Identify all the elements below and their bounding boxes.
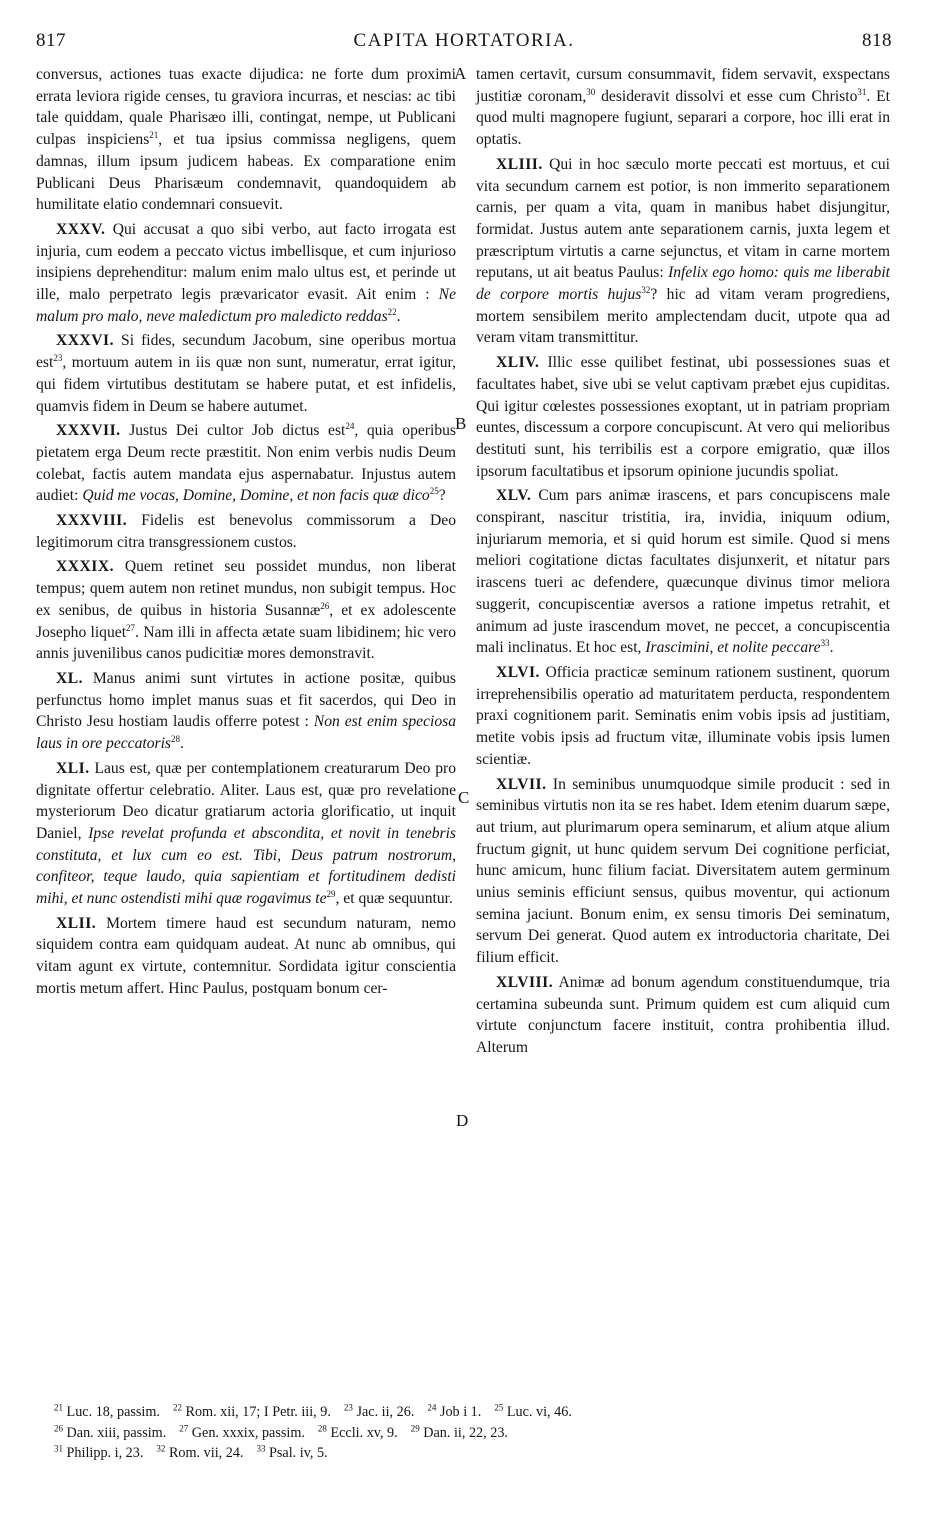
footnote <box>179 1422 305 1441</box>
footnote-marker: 29 <box>326 888 336 899</box>
footnote-number: 27 <box>179 1422 189 1433</box>
quotation-text: Ne malum pro malo, neve maledictum pro maledicto reddas <box>36 286 456 325</box>
section-paragraph <box>476 662 890 771</box>
paragraph-text: Animæ ad bonum agendum constituendumque, tria certamina subeunda sunt. Primum quidem est cum aliquid cum virtute conjunctum facere instituit, contra prohibentia illud. Alterum <box>476 973 890 1056</box>
paragraph-text: . Et quod multi magnopere fugiunt, separari a corpore, hoc illi erat in optatis. <box>476 87 890 149</box>
footnote-reference: Job i 1. <box>439 1404 482 1420</box>
paragraph-text: . <box>829 639 834 657</box>
footnote <box>256 1445 327 1461</box>
footnote-marker: 23 <box>53 352 63 363</box>
paragraph-text: tamen certavit, cursum consummavit, fidem servavit, exspectans justitiæ coronam, <box>476 66 890 105</box>
footnote <box>344 1404 414 1420</box>
footnote-number: 23 <box>343 1402 353 1413</box>
running-header <box>36 30 892 58</box>
section-number: XLII. <box>56 914 97 932</box>
footnote-reference: Jac. ii, 26. <box>356 1404 415 1420</box>
footnote-number: 21 <box>54 1402 63 1413</box>
section-paragraph <box>476 154 890 349</box>
footnote-reference: Psal. iv, 5. <box>269 1445 328 1461</box>
footnote-number: 25 <box>494 1402 504 1413</box>
footnote-marker: 22 <box>387 306 397 317</box>
paragraph-text: ? <box>438 487 446 505</box>
footnote-marker: 30 <box>586 86 596 97</box>
section-number: XXXVII. <box>56 422 121 440</box>
footnote-reference: Dan. xiii, passim. <box>66 1424 167 1441</box>
section-number: XL. <box>56 669 84 687</box>
section-number: XXXV. <box>56 220 106 238</box>
footnote-reference: Luc. 18, passim. <box>66 1404 160 1420</box>
footnote-number: 29 <box>410 1422 420 1433</box>
section-number: XLIV. <box>496 354 540 372</box>
paragraph-text: Justus Dei cultor Job dictus est <box>129 422 346 440</box>
paragraph-text: Manus animi sunt virtutes in actione positæ, quibus perfunctus homo implet manus suas et fit sacerdos, qui Deo in Christo Jesu hostiam laudis offerre potest : <box>36 669 456 731</box>
footnote-number: 24 <box>427 1402 437 1413</box>
footnote-number: 31 <box>54 1443 63 1454</box>
section-paragraph <box>476 485 890 659</box>
section-paragraph <box>36 758 456 910</box>
paragraph-text: , et quæ sequuntur. <box>335 890 453 908</box>
footnote-number: 26 <box>54 1422 63 1433</box>
section-number: XLV. <box>496 487 532 505</box>
footnote-reference: Gen. xxxix, passim. <box>191 1424 305 1441</box>
quotation-text: Infelix ego homo: quis me liberabit de corpore mortis hujus <box>476 264 890 304</box>
paragraph-text: Quem retinet seu possidet mundus, non liberat tempus; quem autem non retinet mundus, non subigit tempus. Hoc ex senibus, de quibus in historia Susannæ <box>36 558 456 619</box>
paragraph-text: , quia operibus pietatem erga Deum recte præstitit. Non enim verbis nudis Deum colebat, factis autem mandata ejus aspernabatur. Injustus autem audiet: <box>36 422 456 505</box>
paragraph-text: Illic esse quilibet festinat, ubi possessiones suas et facultates habet, sive ubi se velut captivam præbet ejus cupiditas. Qui igitur cœlestes possessiones exoptant, ut in patriam propriam euntes, discessum a corpore concupiscunt. At vero qui melioribus destituti sunt, his terribilis est a corpore emigratio, quæ illos ipsorum facultatibus et ipsorum opinione jucundis spoliat. <box>476 354 890 480</box>
margin-letter-d: D <box>456 1111 469 1130</box>
running-title: CAPITA HORTATORIA. <box>353 30 575 51</box>
footnote-reference: Rom. xii, 17; I Petr. iii, 9. <box>185 1404 331 1420</box>
footnote-reference: Dan. ii, 22, 23. <box>423 1424 508 1441</box>
footnote-marker: 28 <box>170 733 180 744</box>
footnote-reference: Luc. vi, 46. <box>506 1404 572 1420</box>
paragraph-text: Fidelis est benevolus commissorum a Deo legitimorum citra transgressionem custos. <box>36 512 456 551</box>
footnote <box>173 1404 331 1420</box>
footnote-marker: 27 <box>126 622 136 633</box>
page-number-left: 817 <box>36 30 66 51</box>
footnote-row <box>54 1423 904 1444</box>
footnote-marker: 25 <box>429 486 439 497</box>
continued-paragraph <box>476 64 890 151</box>
section-number: XLIII. <box>496 155 543 173</box>
section-paragraph <box>36 219 456 328</box>
footnote-number: 28 <box>317 1422 327 1433</box>
paragraph-text: , et ex adolescente Josepho liquet <box>36 601 457 641</box>
paragraph-text: ? hic ad vitam veram progrediens, mortem sensibilem merito amplectendam ducit, utpote qua ad veram vitam transmittitur. <box>476 286 891 347</box>
footnote-number: 33 <box>256 1443 266 1454</box>
footnote-number: 22 <box>172 1402 182 1413</box>
paragraph-text: . <box>396 307 401 325</box>
section-paragraph <box>476 352 890 482</box>
footnote <box>317 1422 398 1441</box>
footnote <box>410 1422 508 1441</box>
footnote <box>156 1445 243 1461</box>
left-column <box>36 64 456 1000</box>
section-number: XLVIII. <box>496 973 554 991</box>
footnote <box>54 1422 167 1441</box>
section-number: XLVII. <box>496 775 547 793</box>
paragraph-text: Qui accusat a quo sibi verbo, aut facto irrogata est injuria, cum eodem a peccato victus imbellisque, et cum injurioso insipiens deprehenditur: malum enim malo ultus est, et perinde ut ille, malo perpetrato legis prævaricator evasit. Ait enim : <box>36 220 456 304</box>
page-number-right: 818 <box>862 30 892 51</box>
section-paragraph <box>36 556 456 665</box>
margin-letter-c: C <box>458 788 470 807</box>
footnotes <box>54 1402 904 1464</box>
section-paragraph <box>36 330 456 417</box>
section-paragraph <box>476 972 890 1059</box>
footnote-marker: 21 <box>149 129 159 140</box>
footnote-reference: Rom. vii, 24. <box>168 1445 244 1461</box>
footnote-marker: 26 <box>320 600 330 611</box>
section-paragraph <box>476 774 890 969</box>
footnote-marker: 24 <box>345 421 355 432</box>
quotation-text: Ipse revelat profunda et abscondita, et novit in tenebris constituta, et lux cum eo est. Tibi, Deus patrum nostrorum, confiteor, teque laudo, quia sapientiam et fortitudinem dedisti mihi, et nunc ostendisti mihi quæ rogavimus te <box>36 824 456 908</box>
section-number: XXXIX. <box>56 558 115 576</box>
section-paragraph <box>36 668 456 755</box>
margin-letter-b: B <box>455 414 467 433</box>
footnote-marker: 31 <box>857 86 867 97</box>
footnote <box>427 1404 481 1420</box>
right-column <box>476 64 890 1059</box>
paragraph-text: , et tua ipsius commissa negligens, quem damnas, illum ipsum judicem habeas. Ex comparatione enim Publicani Deus Pharisæum condemnavit, quandoquidem ab humilitate elatio condemnari consuevit. <box>36 131 456 214</box>
quotation-text: Quid me vocas, Domine, Domine, et non facis quæ dico <box>82 487 430 505</box>
section-number: XLVI. <box>496 663 540 681</box>
continued-paragraph <box>36 64 456 216</box>
paragraph-text: Cum pars animæ irascens, et pars concupiscens male conspirant, nascitur tristitia, ira, invidia, iniquum odium, injuriarum memoria, et si quid horum est simile. Quod si mens meliori cogitatione dictas facultates disjunxerit, et nitatur pars irascens tueri ac defendere, quæcunque divinus timor meliora suggerit, concupiscentiæ aversos a ratione impetus retrahit, et animum ad juste irascendum movet, ne peccet, a concupiscentia mali inclinatus. Et hoc est, <box>476 487 890 657</box>
quotation-text: Irascimini, et nolite peccare <box>645 639 821 657</box>
section-number: XXXVI. <box>56 332 115 350</box>
section-paragraph <box>36 420 456 507</box>
paragraph-text: Officia practicæ seminum rationem sustinent, quorum irreprehensibilis operatio ad maturitatem perducta, respondentem praxi cognitionem parit. Seminatis enim vobis ipsis ad justitiam, metite vobis ipsis ad fructum vitæ, illuminate vobis ipsis lumen scientiæ. <box>476 663 890 768</box>
paragraph-text: In seminibus unumquodque simile producit : sed in seminibus virtutis non ita se res habet. Idem etenim duarum sæpe, aut trium, aut plurimarum opera seminarum, et alium atque alium fructum gignit, ut hunc quidem servum Dei cognitione perficiat, hunc amicum, hunc filium faciat. Diversitatem autem germinum unius seminis efficiunt sensus, quibus moventur, qui actionum semina jaciunt. Bonum enim, ex sensu timoris Dei seminatum, servum Dei generat. Quod autem ex introductoria charitate, Dei filium efficit. <box>476 775 890 967</box>
margin-letter-a: A <box>454 64 467 83</box>
footnote <box>494 1404 572 1420</box>
section-paragraph <box>36 913 456 1000</box>
footnote-marker: 32 <box>641 284 651 295</box>
paragraph-text: conversus, actiones tuas exacte dijudica: ne forte dum proximi errata leviora rigide censes, tu graviora incurras, et nescias: ac tibi tale quiddam, quale Pharisæo illi, contingat, nempe, ut Publicani culpas inspiciens <box>36 66 456 149</box>
paragraph-text: . <box>179 735 184 753</box>
footnote <box>54 1404 160 1420</box>
section-number: XLI. <box>56 759 90 777</box>
paragraph-text: Si fides, secundum Jacobum, sine operibus mortua est <box>36 332 456 372</box>
section-paragraph <box>36 510 456 553</box>
paragraph-text: . Nam illi in affecta ætate suam libidinem; hic vero annis juvenilibus canos pudicitiæ mores demonstravit. <box>36 623 456 663</box>
paragraph-text: Laus est, quæ per contemplationem creaturarum Deo pro dignitate offertur celebratio. Aliter. Laus est, quæ pro revelatione mysteriorum Deo dicatur gratiarum actoria glorificatio, ut inquit Daniel, <box>36 759 456 842</box>
footnote-reference: Eccli. xv, 9. <box>330 1424 398 1441</box>
footnote-row <box>54 1443 904 1464</box>
paragraph-text: desideravit dissolvi et esse cum Christo <box>595 87 858 105</box>
footnote-reference: Philipp. i, 23. <box>66 1445 144 1461</box>
section-number: XXXVIII. <box>56 512 128 530</box>
footnote <box>54 1445 143 1461</box>
footnote-row <box>54 1402 904 1423</box>
paragraph-text: Qui in hoc sæculo morte peccati est mortuus, et cui vita secundum carnem est potior, is non immerito separationem carnis, per quam a vita, quam in manibus habet disjungitur, formidat. Justus autem ante separationem carnis, juxta legem et præscriptum virtutis a carne sejunctus, et vitam in carne mortem reputans, ut ait beatus Paulus: <box>476 155 890 282</box>
footnote-number: 32 <box>156 1443 166 1454</box>
paragraph-text: , mortuum autem in iis quæ non sunt, numeratur, errat igitur, qui fidem virtutibus destitutam se habere putat, et est infidelis, quamvis fidem in Deum se habere autumet. <box>36 354 456 415</box>
quotation-text: Non est enim speciosa laus in ore peccatoris <box>36 713 456 753</box>
paragraph-text: Mortem timere haud est secundum naturam, nemo siquidem contra eam quidquam audeat. At nunc ab omnibus, qui vitam agunt ex virtute, contemnitur. Sordidata igitur conscientia mortis metum affert. Hinc Paulus, postquam bonum cer- <box>36 914 456 997</box>
footnote-marker: 33 <box>820 638 830 649</box>
